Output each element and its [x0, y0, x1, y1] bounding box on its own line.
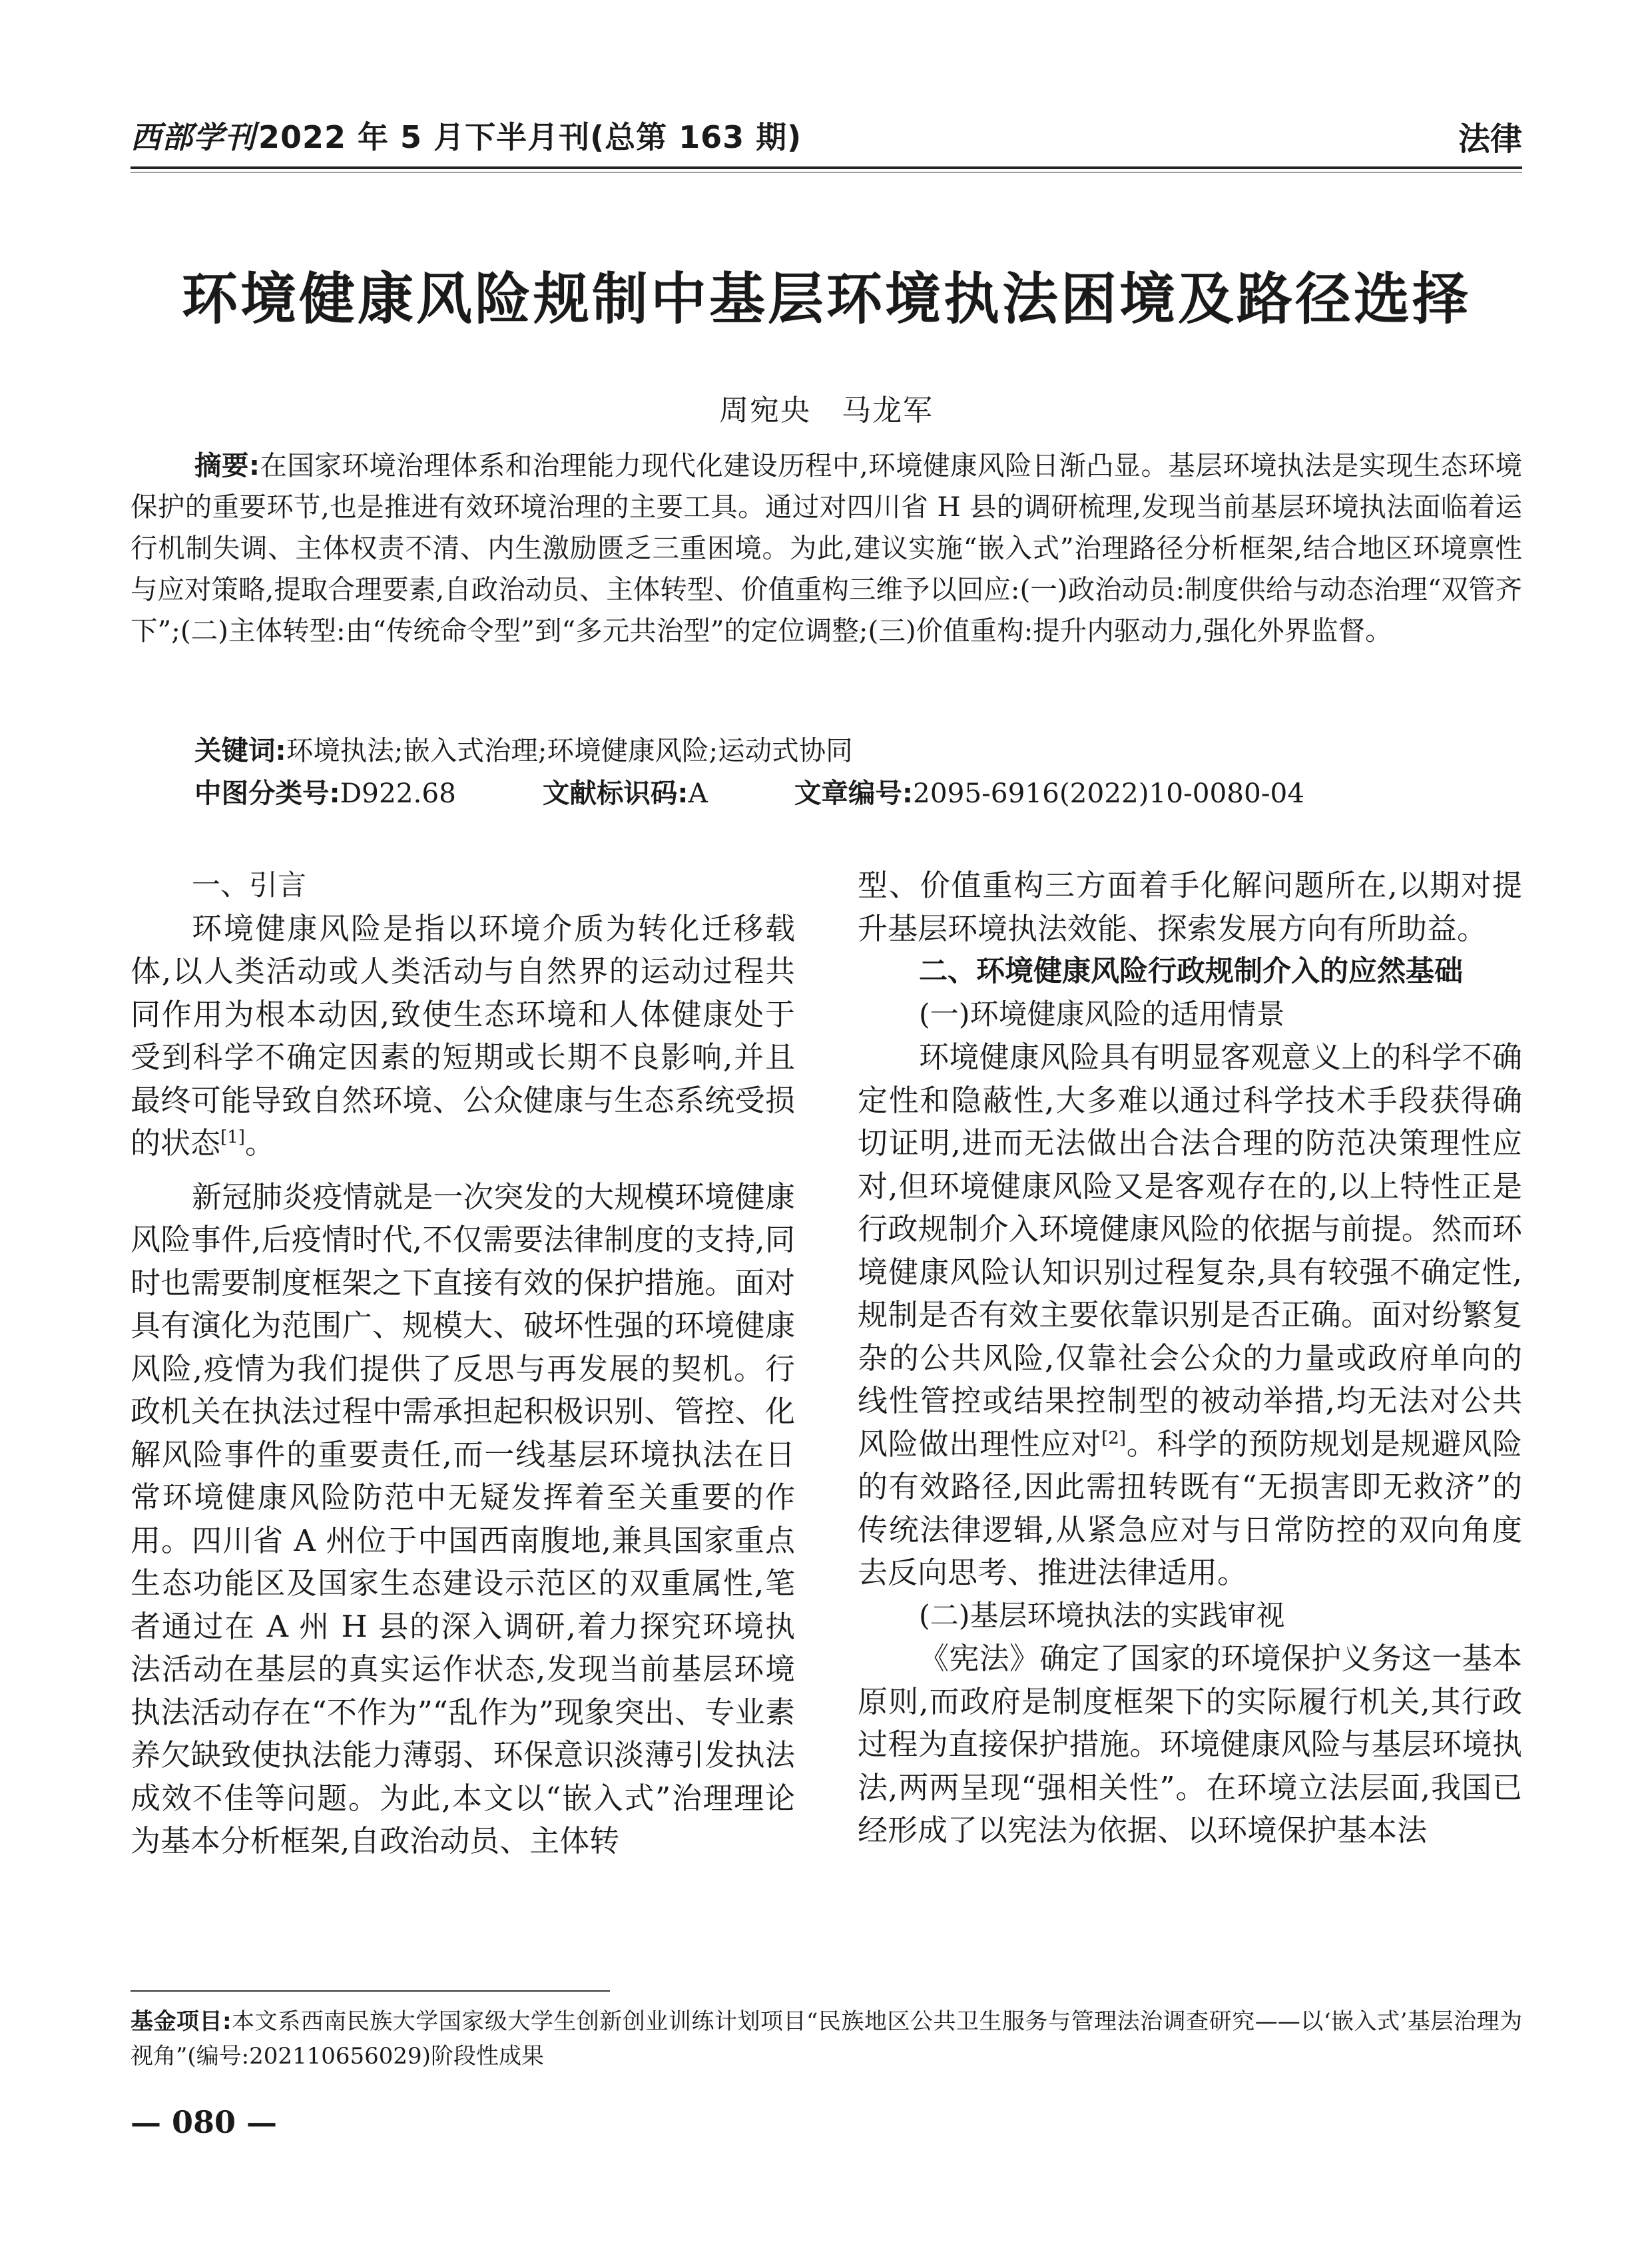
- journal-issue: [131, 113, 802, 157]
- paragraph: 《宪法》确定了国家的环境保护义务这一基本原则,而政府是制度框架下的实际履行机关,其行政过程为直接保护措施。环境健康风险与基层环境执法,两两呈现“强相关性”。在环境立法层面,我国已经形成了以宪法为依据、以环境保护基本法: [858, 1641, 1522, 1848]
- keywords: [194, 730, 1522, 771]
- subsection-heading-practice: (二)基层环境执法的实践审视: [919, 1599, 1285, 1633]
- journal-logo: 西部学刊: [131, 119, 256, 155]
- keywords-text: 环境执法;嵌入式治理;环境健康风险;运动式协同: [286, 734, 853, 766]
- section-label: 法律: [1458, 121, 1522, 158]
- article-number: 文章编号:2095-6916(2022)10-0080-04: [794, 777, 1305, 809]
- abstract-label: 摘要:: [194, 449, 260, 481]
- section-heading-foundation: 二、环境健康风险行政规制介入的应然基础: [919, 955, 1463, 988]
- running-header: [131, 107, 1522, 166]
- abstract: [131, 445, 1522, 651]
- keywords-label: 关键词:: [194, 734, 286, 766]
- citation-ref: [2]: [1101, 1428, 1126, 1448]
- paragraph: 环境健康风险具有明显客观意义上的科学不确定性和隐蔽性,大多难以通过科学技术手段获得确切证明,进而无法做出合法合理的防范决策理性应对,但环境健康风险又是客观存在的,以上特性正是行政规制介入环境健康风险的依据与前提。然而环境健康风险认知识别过程复杂,具有较强不确定性,规制是否有效主要依靠识别是否正确。面对纷繁复杂的公共风险,仅靠社会公众的力量或政府单向的线性管控或结果控制型的被动举措,均无法对公共风险做出理性应对[2]。科学的预防规划是规避风险的有效路径,因此需扭转既有“无损害即无救济”的传统法律逻辑,从紧急应对与日常防控的双向角度去反向思考、推进法律适用。: [858, 1039, 1522, 1590]
- classification-line: [194, 772, 1522, 814]
- article-title: 环境健康风险规制中基层环境执法困境及路径选择: [181, 266, 1471, 332]
- body-column-left: [131, 864, 795, 1863]
- issue-label: 2022 年 5 月下半月刊(总第 163 期): [258, 119, 802, 155]
- page-number: — 080 —: [131, 2104, 278, 2140]
- paragraph: 环境健康风险是指以环境介质为转化迁移载体,以人类活动或人类活动与自然界的运动过程共同作用为根本动因,致使生态环境和人体健康处于受到科学不确定因素的短期或长期不良影响,并且最终可能导致自然环境、公众健康与生态系统受损的状态[1]。: [131, 910, 795, 1161]
- footnote-divider: [131, 1990, 610, 1992]
- paragraph-continued: 型、价值重构三方面着手化解问题所在,以期对提升基层环境执法效能、探索发展方向有所助益。: [858, 868, 1522, 946]
- paragraph: 新冠肺炎疫情就是一次突发的大规模环境健康风险事件,后疫情时代,不仅需要法律制度的支持,同时也需要制度框架之下直接有效的保护措施。面对具有演化为范围广、规模大、破坏性强的环境健康风险,疫情为我们提供了反思与再发展的契机。行政机关在执法过程中需承担起积极识别、管控、化解风险事件的重要责任,而一线基层环境执法在日常环境健康风险防范中无疑发挥着至关重要的作用。四川省 A 州位于中国西南腹地,兼具国家重点生态功能区及国家生态建设示范区的双重属性,笔者通过在 A 州 H 县的深入调研,着力探究环境执法活动在基层的真实运作状态,发现当前基层环境执法活动存在“不作为”“乱作为”现象突出、专业素养欠缺致使执法能力薄弱、环保意识淡薄引发执法成效不佳等问题。为此,本文以“嵌入式”治理理论为基本分析框架,自政治动员、主体转: [131, 1179, 795, 1858]
- header-divider: [131, 166, 1522, 172]
- clc-number: 中图分类号:D922.68: [194, 777, 456, 809]
- body-column-right: [858, 864, 1522, 1852]
- subsection-heading-scenarios: (一)环境健康风险的适用情景: [919, 997, 1285, 1031]
- article-authors: 周宛央 马龙军: [719, 394, 934, 427]
- footnote-text: 本文系西南民族大学国家级大学生创新创业训练计划项目“民族地区公共卫生服务与管理法治调查研究——以‘嵌入式’基层治理为视角”(编号:202110656029)阶段性成果: [131, 2008, 1522, 2070]
- section-heading-introduction: 一、引言: [192, 869, 306, 902]
- document-code: 文献标识码:A: [542, 777, 708, 809]
- abstract-text: 在国家环境治理体系和治理能力现代化建设历程中,环境健康风险日渐凸显。基层环境执法是实现生态环境保护的重要环节,也是推进有效环境治理的主要工具。通过对四川省 H 县的调研梳理,发现当前基层环境执法面临着运行机制失调、主体权责不清、内生激励匮乏三重困境。为此,建议实施“嵌入式”治理路径分析框架,结合地区环境禀性与应对策略,提取合理要素,自政治动员、主体转型、价值重构三维予以回应:(一)政治动员:制度供给与动态治理“双管齐下”;(二)主体转型:由“传统命令型”到“多元共治型”的定位调整;(三)价值重构:提升内驱动力,强化外界监督。: [131, 449, 1523, 647]
- funding-footnote: [131, 2004, 1522, 2074]
- citation-ref: [1]: [220, 1127, 245, 1147]
- footnote-label: 基金项目:: [131, 2008, 232, 2035]
